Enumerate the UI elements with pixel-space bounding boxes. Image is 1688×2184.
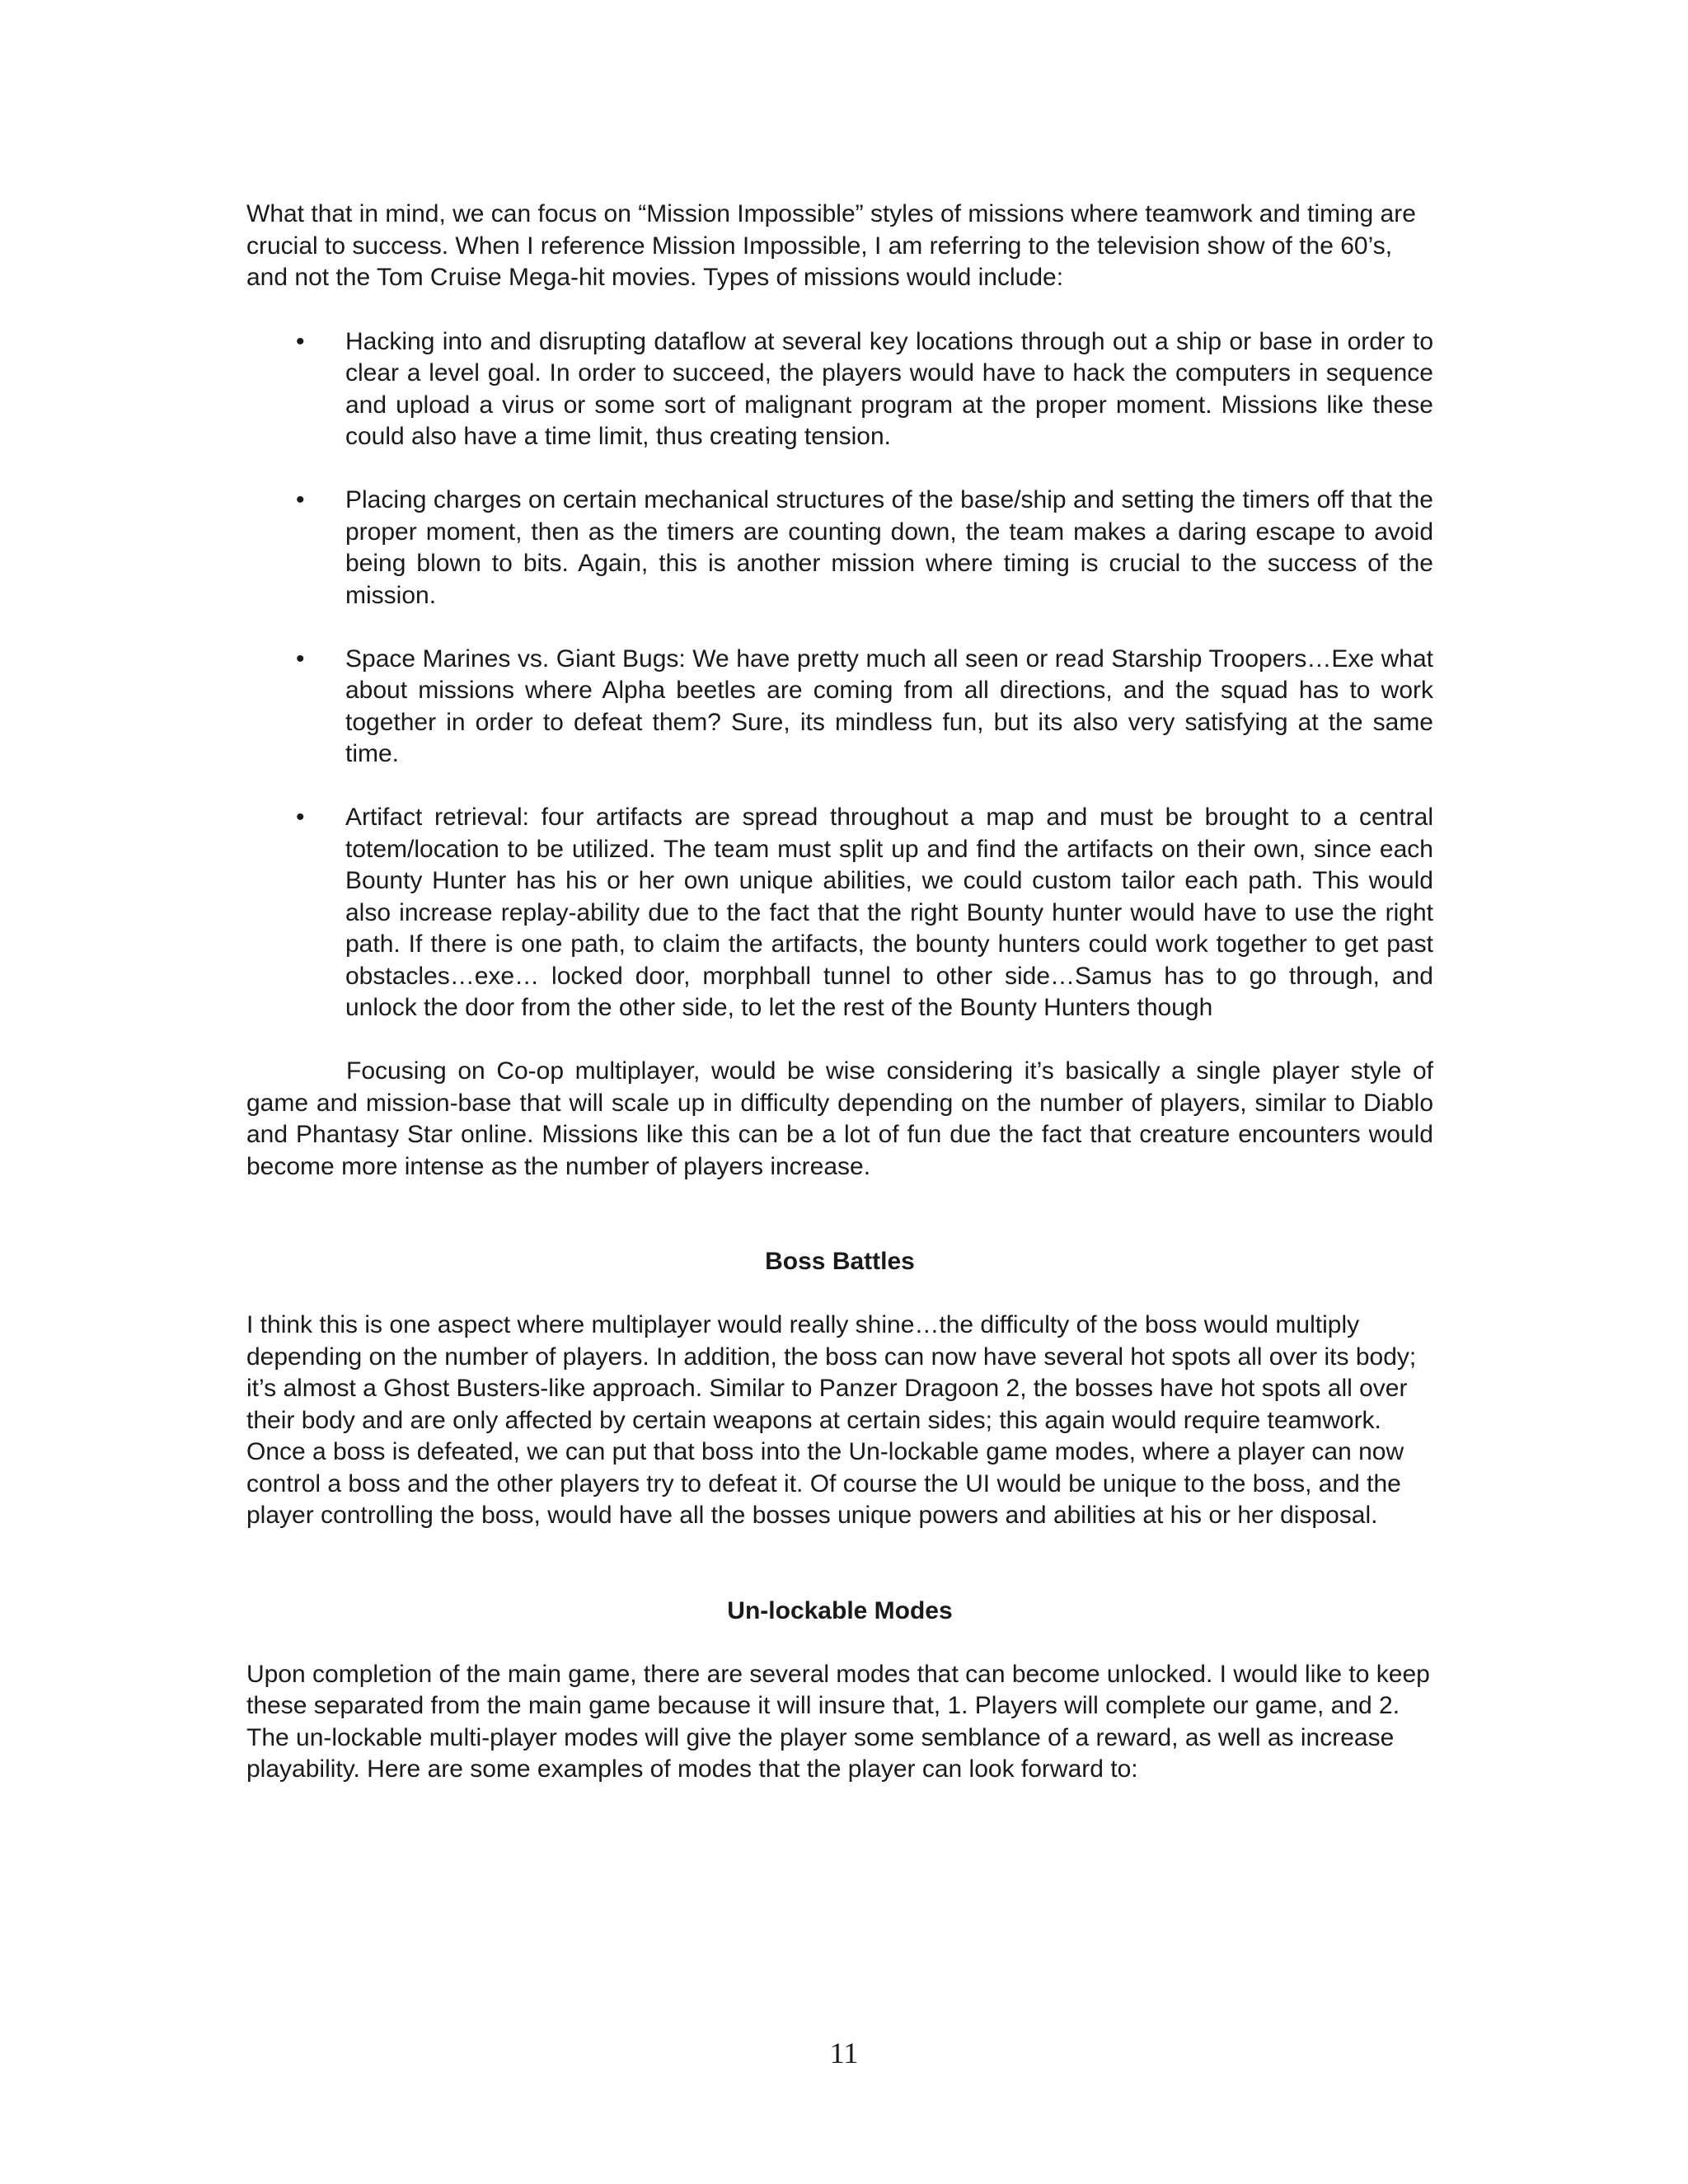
list-item bbox=[246, 326, 1433, 453]
unlockable-modes-heading: Un-lockable Modes bbox=[727, 1596, 953, 1624]
section-gap bbox=[246, 1183, 1433, 1246]
list-item bbox=[246, 644, 1433, 771]
list-item bbox=[246, 485, 1433, 612]
section-gap bbox=[246, 1532, 1433, 1596]
list-item-text: Placing charges on certain mechanical structures of the base/ship and setting the timers off that the proper moment, then as the timers are counting down, the team makes a daring escape to avoid being blown to bits. Again, this is another mission where timing is crucial to the success of the mission. bbox=[345, 486, 1433, 609]
text-column bbox=[246, 199, 1433, 1786]
bullet-icon: • bbox=[296, 804, 305, 831]
unlockable-modes-paragraph: Upon completion of the main game, there are several modes that can become unlocked. I would like to keep these separated from the main game because it will insure that, 1. Players will complete our game, and 2. The un-lockable multi-player modes will give the player some semblance of a reward, as well as increase playability. Here are some examples of modes that the player can look forward to: bbox=[246, 1660, 1430, 1783]
bullet-icon: • bbox=[296, 486, 305, 513]
heading-gap bbox=[246, 1278, 1433, 1310]
boss-battles-heading: Boss Battles bbox=[765, 1248, 915, 1275]
boss-battles-paragraph: I think this is one aspect where multiplayer would really shine…the difficulty of the boss would multiply depending on the number of players. In addition, the boss can now have several hot spots all over its body; it’s almost a Ghost Busters-like approach. Similar to Panzer Dragoon 2, the bosses have hot spots all over their body and are only affected by certain weapons at certain sides; this again would require teamwork. Once a boss is defeated, we can put that boss into the Un-lockable game modes, where a player can now control a boss and the other players try to defeat it. Of course the UI would be unique to the boss, and the player controlling the boss, would have all the bosses unique powers and abilities at his or her disposal. bbox=[246, 1311, 1417, 1529]
list-item-text: Artifact retrieval: four artifacts are spread throughout a map and must be brought to a central totem/location to be utilized. The team must split up and find the artifacts on their own, since each Bounty Hunter has his or her own unique abilities, we could custom tailor each path. This would also increase replay-ability due to the fact that the right Bounty hunter would have to use the right path. If there is one path, to claim the artifacts, the bounty hunters could work together to get past obstacles…exe… locked door, morphball tunnel to other side…Samus has to go through, and unlock the door from the other side, to let the rest of the Bounty Hunters though bbox=[345, 804, 1433, 1021]
mission-types-list bbox=[246, 326, 1433, 1024]
intro-paragraph: What that in mind, we can focus on “Mission Impossible” styles of missions where teamwork and timing are crucial to success. When I reference Mission Impossible, I am referring to the television show of the 60’s, and not the Tom Cruise Mega-hit movies. Types of missions would include: bbox=[246, 200, 1416, 291]
list-item-text: Hacking into and disrupting dataflow at several key locations through out a ship or base in order to clear a level goal. In order to succeed, the players would have to hack the computers in sequence and upload a virus or some sort of malignant program at the proper moment. Missions like these could also have a time limit, thus creating tension. bbox=[345, 327, 1433, 450]
heading-gap bbox=[246, 1627, 1433, 1659]
page-number: 11 bbox=[829, 2036, 859, 2069]
bullet-icon: • bbox=[296, 327, 305, 355]
bullet-icon: • bbox=[296, 644, 305, 673]
coop-paragraph: Focusing on Co-op multiplayer, would be wise considering it’s basically a single player style of game and mission-base that will scale up in difficulty depending on the number of players, similar to Diablo and Phantasy Star online. Missions like this can be a lot of fun due the fact that creature encounters would become more intense as the number of players increase. bbox=[246, 1057, 1433, 1180]
list-item bbox=[246, 802, 1433, 1024]
list-item-text: Space Marines vs. Giant Bugs: We have pretty much all seen or read Starship Troopers…Exe what about missions where Alpha beetles are coming from all directions, and the squad has to work together in order to defeat them? Sure, its mindless fun, but its also very satisfying at the same time. bbox=[345, 644, 1433, 767]
